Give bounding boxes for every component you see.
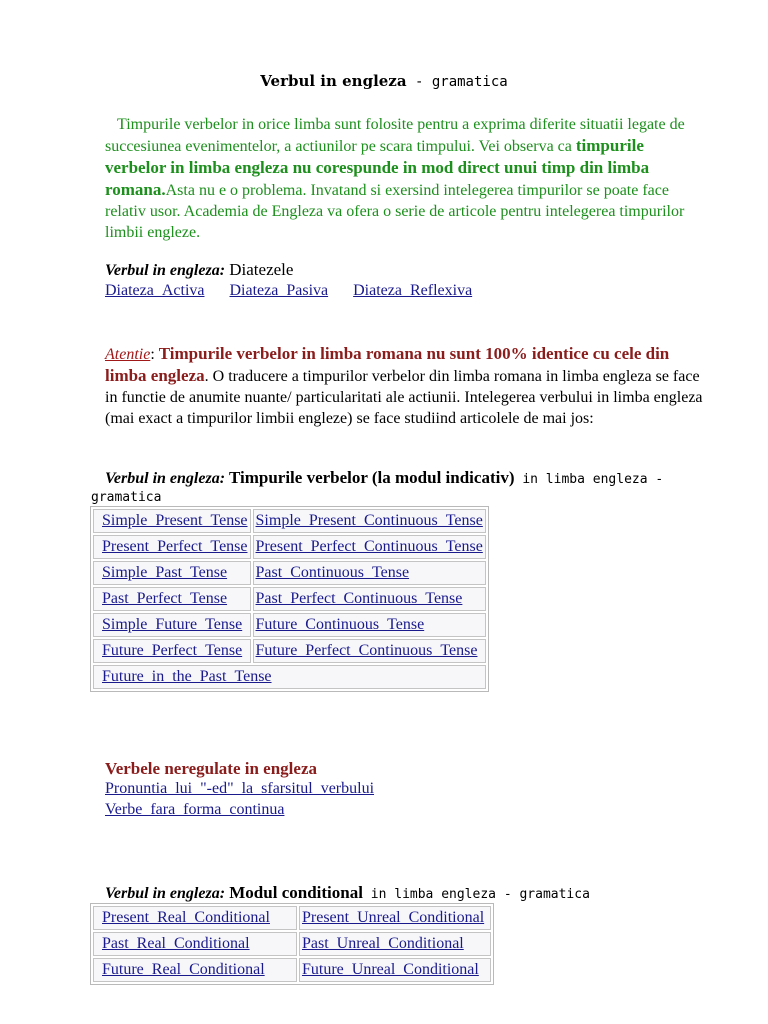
diateze-links — [105, 282, 493, 300]
conditional-prefix: Verbul in engleza: — [105, 885, 226, 902]
table-cell — [253, 613, 486, 637]
table-cell — [299, 958, 491, 982]
atentie-paragraph — [105, 343, 705, 429]
conditional-table — [90, 903, 494, 985]
table-cell — [253, 535, 486, 559]
table-row — [93, 639, 486, 663]
table-row — [93, 906, 491, 930]
link-simple-future-tense[interactable]: Simple_Future_Tense — [102, 616, 243, 633]
tenses-suffix-a: in limba engleza - — [514, 472, 664, 487]
link-diateza-pasiva[interactable]: Diateza_Pasiva — [229, 282, 329, 299]
table-row — [93, 613, 486, 637]
intro-text-1: Timpurile verbelor in orice limba sunt folosite pentru a exprima diferite situatii legate de succesiunea evenimentelor, a actiunilor pe scara timpului. Vei observa ca — [105, 116, 685, 155]
diateze-heading — [105, 260, 293, 280]
table-cell — [93, 958, 297, 982]
link-diateza-reflexiva[interactable]: Diateza_Reflexiva — [353, 282, 473, 299]
title-bold: Verbul in engleza — [260, 72, 407, 90]
table-row — [93, 587, 486, 611]
diateze-title: Diatezele — [225, 260, 294, 279]
table-cell — [253, 587, 486, 611]
table-cell — [93, 665, 486, 689]
link-present-perfect-tense[interactable]: Present_Perfect_Tense — [102, 538, 248, 555]
irregular-verbs-heading: Verbele neregulate in engleza — [105, 759, 317, 778]
tenses-suffix-b: gramatica — [91, 490, 162, 505]
atentie-colon: : — [150, 346, 159, 363]
table-cell — [299, 932, 491, 956]
intro-text-2: Asta nu e o problema. Invatand si exersind intelegerea timpurilor se poate face relativ usor. Academia de Engleza va ofera o serie de articole pentru intelegerea timpurilor limbii engleze. — [105, 182, 685, 241]
table-cell — [93, 587, 251, 611]
link-future-real-conditional[interactable]: Future_Real_Conditional — [102, 961, 265, 978]
link-past-perfect-tense[interactable]: Past_Perfect_Tense — [102, 590, 228, 607]
link-simple-present-tense[interactable]: Simple_Present_Tense — [102, 512, 248, 529]
conditional-title: Modul conditional — [225, 883, 363, 902]
table-cell — [93, 639, 251, 663]
atentie-bold: Timpurile verbelor in limba romana nu sunt 100% identice cu cele din limba engleza — [105, 344, 670, 385]
link-diateza-activa[interactable]: Diateza_Activa — [105, 282, 205, 299]
atentie-rest: . O traducere a timpurilor verbelor din limba romana in limba engleza se face in functie de anumite nuante/ particularitati ale actiunii. Intelegerea verbului in limba engleza (mai exact a timpurilor limbii engleze) se face studiind articolele de mai jos: — [105, 368, 703, 427]
table-cell — [253, 509, 486, 533]
table-row — [93, 932, 491, 956]
intro-bold: timpurile verbelor in limba engleza nu corespunde in mod direct unui timp din limba romana. — [105, 136, 650, 199]
diateze-prefix: Verbul in engleza: — [105, 262, 226, 279]
link-future-in-the-past-tense[interactable]: Future_in_the_Past_Tense — [102, 668, 272, 685]
link-present-unreal-conditional[interactable]: Present_Unreal_Conditional — [301, 909, 485, 926]
table-cell — [93, 613, 251, 637]
link-simple-past-tense[interactable]: Simple_Past_Tense — [102, 564, 228, 581]
page-title — [0, 71, 768, 91]
link-present-perfect-continuous-tense[interactable]: Present_Perfect_Continuous_Tense — [255, 538, 483, 555]
link-past-continuous-tense[interactable]: Past_Continuous_Tense — [255, 564, 410, 581]
intro-paragraph — [105, 114, 705, 243]
link-future-perfect-tense[interactable]: Future_Perfect_Tense — [102, 642, 243, 659]
link-future-continuous-tense[interactable]: Future_Continuous_Tense — [255, 616, 425, 633]
tenses-heading — [91, 468, 705, 505]
conditional-suffix: in limba engleza - gramatica — [362, 887, 590, 902]
link-past-perfect-continuous-tense[interactable]: Past_Perfect_Continuous_Tense — [255, 590, 463, 607]
tenses-prefix: Verbul in engleza: — [105, 470, 226, 487]
link-simple-present-continuous-tense[interactable]: Simple_Present_Continuous_Tense — [255, 512, 483, 529]
link-future-perfect-continuous-tense[interactable]: Future_Perfect_Continuous_Tense — [255, 642, 478, 659]
table-cell — [93, 561, 251, 585]
table-cell — [93, 906, 297, 930]
tenses-table — [90, 506, 489, 692]
table-cell — [253, 639, 486, 663]
table-row — [93, 561, 486, 585]
table-cell — [93, 509, 251, 533]
link-verbe-fara-forma-continua[interactable]: Verbe_fara_forma_continua — [105, 801, 285, 818]
link-past-unreal-conditional[interactable]: Past_Unreal_Conditional — [301, 935, 464, 952]
link-present-real-conditional[interactable]: Present_Real_Conditional — [102, 909, 270, 926]
table-row — [93, 509, 486, 533]
atentie-label[interactable]: Atentie — [105, 346, 151, 363]
conditional-heading — [105, 883, 590, 903]
link-past-real-conditional[interactable]: Past_Real_Conditional — [102, 935, 250, 952]
table-row — [93, 665, 486, 689]
table-cell — [253, 561, 486, 585]
title-light: - gramatica — [406, 74, 508, 90]
link-pronuntia-ed[interactable]: Pronuntia_lui_"-ed"_la_sfarsitul_verbului — [105, 780, 375, 797]
table-cell — [299, 906, 491, 930]
table-row — [93, 535, 486, 559]
table-row — [93, 958, 491, 982]
table-cell — [93, 932, 297, 956]
tenses-title: Timpurile verbelor (la modul indicativ) — [225, 468, 515, 487]
table-cell — [93, 535, 251, 559]
link-future-unreal-conditional[interactable]: Future_Unreal_Conditional — [301, 961, 479, 978]
